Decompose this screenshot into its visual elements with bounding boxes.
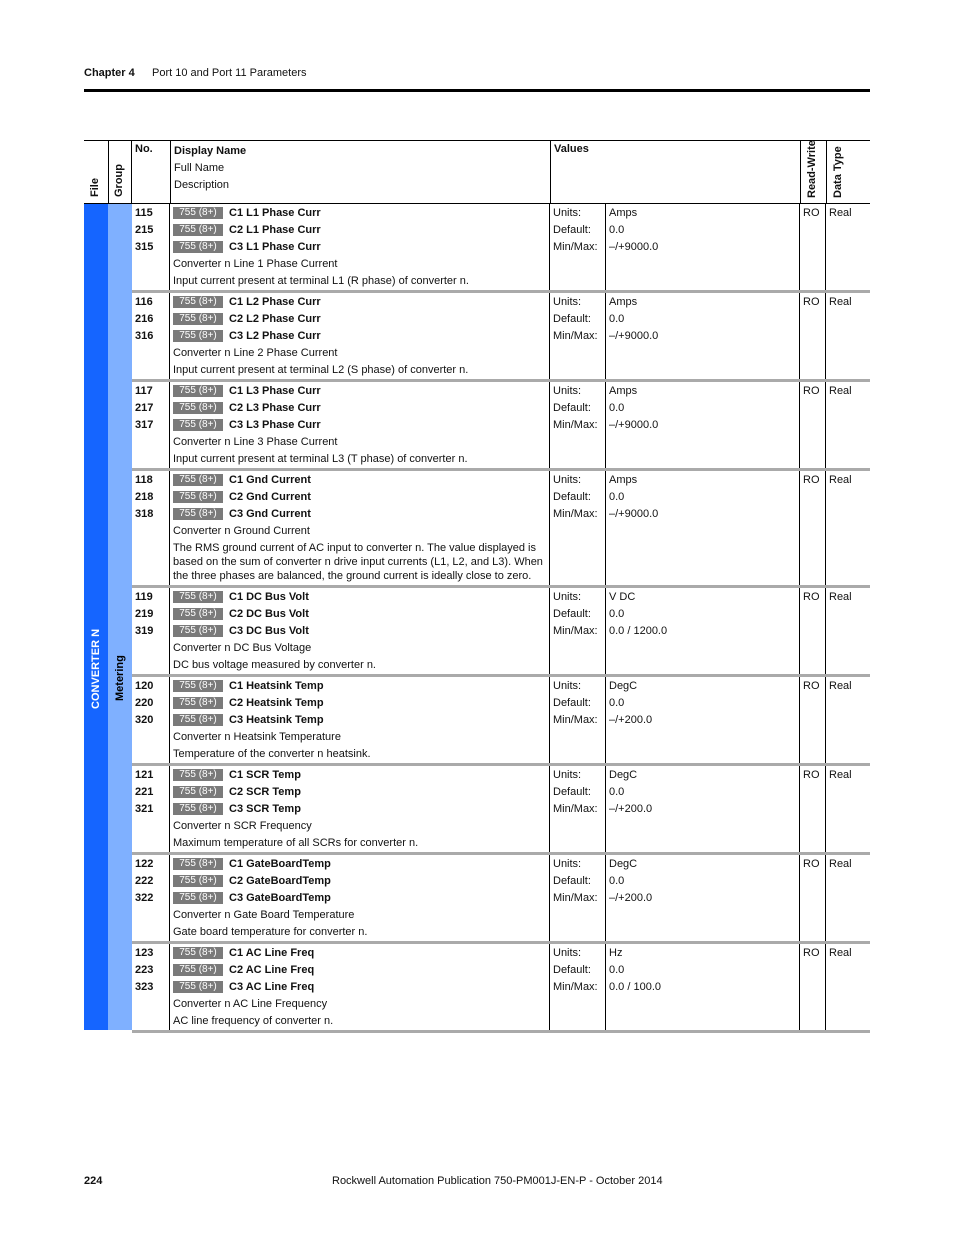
table-row bbox=[132, 855, 870, 944]
drive-tag: 755 (8+) bbox=[173, 858, 223, 870]
parameter-description: Input current present at terminal L1 (R phase) of converter n. bbox=[173, 275, 469, 287]
read-write-cell: RO bbox=[800, 766, 826, 852]
value-minmax: –/+200.0 bbox=[609, 714, 653, 726]
drive-tag: 755 (8+) bbox=[173, 786, 223, 798]
parameter-number: 117 bbox=[135, 385, 153, 397]
parameter-description: Gate board temperature for converter n. bbox=[173, 926, 368, 938]
parameter-description: AC line frequency of converter n. bbox=[173, 1015, 334, 1027]
value-values bbox=[606, 677, 800, 763]
parameter-number: 220 bbox=[135, 697, 154, 709]
value-units: DegC bbox=[609, 769, 638, 781]
value-label-units: Units: bbox=[553, 858, 582, 870]
table-row bbox=[132, 944, 870, 1033]
value-values bbox=[606, 293, 800, 379]
data-type-header bbox=[826, 141, 870, 203]
drive-tag: 755 (8+) bbox=[173, 224, 223, 236]
parameter-numbers bbox=[132, 204, 170, 290]
parameter-description: The RMS ground current of AC input to converter n. The value displayed is based on the sum of converter n drive input currents (L1, L2, and L3). When the three phases are balanced, the ground current is ideally close to zero. bbox=[173, 542, 543, 582]
read-write-cell: RO bbox=[800, 204, 826, 290]
parameter-name: C2 Gnd Current bbox=[229, 491, 311, 503]
display-name-cell bbox=[170, 588, 550, 674]
value-label-minmax: Min/Max: bbox=[553, 892, 598, 904]
value-label-default: Default: bbox=[553, 697, 591, 709]
parameter-name: C1 Gnd Current bbox=[229, 474, 311, 486]
value-units: V DC bbox=[609, 591, 636, 603]
drive-tag: 755 (8+) bbox=[173, 697, 223, 709]
value-label-default: Default: bbox=[553, 224, 591, 236]
group-header bbox=[108, 141, 132, 203]
parameter-number: 123 bbox=[135, 947, 154, 959]
parameter-name: C3 Gnd Current bbox=[229, 508, 311, 520]
data-type-cell: Real bbox=[829, 296, 852, 308]
table-body bbox=[84, 204, 870, 1030]
drive-tag: 755 (8+) bbox=[173, 964, 223, 976]
value-values bbox=[606, 944, 800, 1030]
parameter-name: C1 SCR Temp bbox=[229, 769, 301, 781]
parameter-full-name: Converter n Line 2 Phase Current bbox=[173, 347, 338, 359]
parameter-full-name: Converter n Heatsink Temperature bbox=[173, 731, 341, 743]
drive-tag: 755 (8+) bbox=[173, 591, 223, 603]
parameter-name: C1 L2 Phase Curr bbox=[229, 296, 321, 308]
value-minmax: –/+9000.0 bbox=[609, 241, 659, 253]
drive-tag: 755 (8+) bbox=[173, 714, 223, 726]
parameter-number: 221 bbox=[135, 786, 154, 798]
full-name-label: Full Name bbox=[174, 162, 225, 174]
value-values bbox=[606, 382, 800, 468]
value-default: 0.0 bbox=[609, 786, 625, 798]
parameter-number: 217 bbox=[135, 402, 154, 414]
parameter-name: C3 L3 Phase Curr bbox=[229, 419, 321, 431]
value-label-minmax: Min/Max: bbox=[553, 508, 598, 520]
file-header-label: File bbox=[89, 178, 101, 197]
drive-tag: 755 (8+) bbox=[173, 419, 223, 431]
value-label-minmax: Min/Max: bbox=[553, 981, 598, 993]
parameter-name: C3 DC Bus Volt bbox=[229, 625, 309, 637]
parameter-name: C2 AC Line Freq bbox=[229, 964, 315, 976]
drive-tag: 755 (8+) bbox=[173, 474, 223, 486]
parameter-name: C3 SCR Temp bbox=[229, 803, 301, 815]
value-label-minmax: Min/Max: bbox=[553, 714, 598, 726]
parameter-description: DC bus voltage measured by converter n. bbox=[173, 659, 376, 671]
header-rule bbox=[84, 89, 870, 92]
parameter-full-name: Converter n Gate Board Temperature bbox=[173, 909, 355, 921]
value-minmax: –/+200.0 bbox=[609, 892, 653, 904]
parameter-number: 317 bbox=[135, 419, 154, 431]
value-labels bbox=[550, 766, 606, 852]
value-label-units: Units: bbox=[553, 474, 582, 486]
drive-tag: 755 (8+) bbox=[173, 892, 223, 904]
parameter-number: 118 bbox=[135, 474, 153, 486]
drive-tag: 755 (8+) bbox=[173, 981, 223, 993]
value-default: 0.0 bbox=[609, 964, 625, 976]
value-units: Hz bbox=[609, 947, 623, 959]
value-minmax: –/+9000.0 bbox=[609, 330, 659, 342]
drive-tag: 755 (8+) bbox=[173, 402, 223, 414]
value-units: Amps bbox=[609, 385, 638, 397]
parameter-numbers bbox=[132, 944, 170, 1030]
drive-tag: 755 (8+) bbox=[173, 385, 223, 397]
parameter-full-name: Converter n Ground Current bbox=[173, 525, 310, 537]
parameter-description: Temperature of the converter n heatsink. bbox=[173, 748, 371, 760]
parameter-name: C3 GateBoardTemp bbox=[229, 892, 331, 904]
parameter-name: C2 DC Bus Volt bbox=[229, 608, 309, 620]
drive-tag: 755 (8+) bbox=[173, 769, 223, 781]
value-minmax: –/+9000.0 bbox=[609, 419, 659, 431]
chapter-title: Port 10 and Port 11 Parameters bbox=[152, 67, 307, 79]
parameter-name: C1 Heatsink Temp bbox=[229, 680, 324, 692]
data-type-cell: Real bbox=[829, 591, 852, 603]
parameter-numbers bbox=[132, 677, 170, 763]
value-label-default: Default: bbox=[553, 608, 591, 620]
value-label-default: Default: bbox=[553, 402, 591, 414]
display-name-cell bbox=[170, 293, 550, 379]
value-label-default: Default: bbox=[553, 491, 591, 503]
data-type-cell: Real bbox=[829, 769, 852, 781]
parameter-name: C1 L1 Phase Curr bbox=[229, 207, 321, 219]
parameter-name: C3 Heatsink Temp bbox=[229, 714, 324, 726]
display-name-cell bbox=[170, 766, 550, 852]
parameter-name: C1 DC Bus Volt bbox=[229, 591, 309, 603]
parameter-description: Input current present at terminal L3 (T phase) of converter n. bbox=[173, 453, 468, 465]
parameter-name: C1 L3 Phase Curr bbox=[229, 385, 321, 397]
parameter-number: 219 bbox=[135, 608, 154, 620]
value-label-units: Units: bbox=[553, 591, 582, 603]
table-row bbox=[132, 588, 870, 677]
display-name-header bbox=[174, 143, 246, 205]
value-units: Amps bbox=[609, 296, 638, 308]
value-minmax: 0.0 / 100.0 bbox=[609, 981, 661, 993]
parameter-numbers bbox=[132, 766, 170, 852]
value-default: 0.0 bbox=[609, 875, 625, 887]
value-label-units: Units: bbox=[553, 680, 582, 692]
parameter-name: C1 GateBoardTemp bbox=[229, 858, 331, 870]
parameter-numbers bbox=[132, 588, 170, 674]
value-label-default: Default: bbox=[553, 964, 591, 976]
value-default: 0.0 bbox=[609, 608, 625, 620]
data-type-label: Data Type bbox=[832, 146, 844, 198]
parameter-name: C2 GateBoardTemp bbox=[229, 875, 331, 887]
parameter-numbers bbox=[132, 293, 170, 379]
table-row bbox=[132, 766, 870, 855]
parameter-description: Input current present at terminal L2 (S phase) of converter n. bbox=[173, 364, 469, 376]
value-units: Amps bbox=[609, 474, 638, 486]
parameter-full-name: Converter n AC Line Frequency bbox=[173, 998, 328, 1010]
parameter-name: C2 Heatsink Temp bbox=[229, 697, 324, 709]
parameter-name: C3 L2 Phase Curr bbox=[229, 330, 321, 342]
no-header: No. bbox=[135, 143, 153, 155]
parameter-name: C1 AC Line Freq bbox=[229, 947, 315, 959]
parameter-full-name: Converter n Line 3 Phase Current bbox=[173, 436, 338, 448]
display-name-cell bbox=[170, 471, 550, 585]
page-number: 224 bbox=[84, 1175, 103, 1187]
parameter-numbers bbox=[132, 382, 170, 468]
display-name-cell bbox=[170, 204, 550, 290]
drive-tag: 755 (8+) bbox=[173, 803, 223, 815]
value-label-minmax: Min/Max: bbox=[553, 803, 598, 815]
value-label-minmax: Min/Max: bbox=[553, 330, 598, 342]
value-default: 0.0 bbox=[609, 402, 625, 414]
drive-tag: 755 (8+) bbox=[173, 207, 223, 219]
parameter-full-name: Converter n Line 1 Phase Current bbox=[173, 258, 338, 270]
display-name-cell bbox=[170, 855, 550, 941]
parameter-name: C2 SCR Temp bbox=[229, 786, 301, 798]
parameter-number: 215 bbox=[135, 224, 154, 236]
drive-tag: 755 (8+) bbox=[173, 296, 223, 308]
data-type-cell: Real bbox=[829, 474, 852, 486]
value-minmax: –/+200.0 bbox=[609, 803, 653, 815]
value-label-minmax: Min/Max: bbox=[553, 419, 598, 431]
publication-info: Rockwell Automation Publication 750-PM001J-EN-P - October 2014 bbox=[332, 1175, 663, 1187]
value-default: 0.0 bbox=[609, 313, 625, 325]
parameter-number: 316 bbox=[135, 330, 154, 342]
parameter-full-name: Converter n DC Bus Voltage bbox=[173, 642, 312, 654]
value-label-default: Default: bbox=[553, 786, 591, 798]
value-units: DegC bbox=[609, 680, 638, 692]
value-labels bbox=[550, 471, 606, 585]
read-write-label: Read-Write bbox=[806, 140, 818, 198]
value-labels bbox=[550, 588, 606, 674]
value-labels bbox=[550, 855, 606, 941]
display-name-cell bbox=[170, 677, 550, 763]
parameter-number: 222 bbox=[135, 875, 154, 887]
parameter-number: 119 bbox=[135, 591, 153, 603]
drive-tag: 755 (8+) bbox=[173, 491, 223, 503]
parameter-name: C3 AC Line Freq bbox=[229, 981, 315, 993]
drive-tag: 755 (8+) bbox=[173, 313, 223, 325]
parameter-name: C2 L2 Phase Curr bbox=[229, 313, 321, 325]
value-values bbox=[606, 588, 800, 674]
file-header bbox=[84, 141, 108, 203]
read-write-cell: RO bbox=[800, 293, 826, 379]
table-row bbox=[132, 293, 870, 382]
parameter-full-name: Converter n SCR Frequency bbox=[173, 820, 312, 832]
file-band-label: CONVERTER N bbox=[90, 628, 102, 709]
value-default: 0.0 bbox=[609, 697, 625, 709]
value-values bbox=[606, 766, 800, 852]
parameter-number: 318 bbox=[135, 508, 154, 520]
data-type-cell: Real bbox=[829, 207, 852, 219]
read-write-cell: RO bbox=[800, 471, 826, 585]
description-label: Description bbox=[174, 179, 230, 191]
value-default: 0.0 bbox=[609, 224, 625, 236]
parameter-numbers bbox=[132, 471, 170, 585]
drive-tag: 755 (8+) bbox=[173, 947, 223, 959]
display-name-cell bbox=[170, 382, 550, 468]
file-band bbox=[84, 204, 108, 1030]
value-minmax: –/+9000.0 bbox=[609, 508, 659, 520]
parameter-description: Maximum temperature of all SCRs for converter n. bbox=[173, 837, 419, 849]
parameter-name: C3 L1 Phase Curr bbox=[229, 241, 321, 253]
parameter-number: 218 bbox=[135, 491, 154, 503]
parameter-number: 322 bbox=[135, 892, 154, 904]
drive-tag: 755 (8+) bbox=[173, 875, 223, 887]
read-write-header bbox=[800, 141, 826, 203]
parameter-numbers bbox=[132, 855, 170, 941]
parameter-name: C2 L1 Phase Curr bbox=[229, 224, 321, 236]
value-minmax: 0.0 / 1200.0 bbox=[609, 625, 668, 637]
group-band-label: Metering bbox=[114, 655, 126, 701]
value-label-units: Units: bbox=[553, 769, 582, 781]
value-label-units: Units: bbox=[553, 385, 582, 397]
parameter-number: 121 bbox=[135, 769, 154, 781]
table-row bbox=[132, 471, 870, 588]
data-type-cell: Real bbox=[829, 680, 852, 692]
read-write-cell: RO bbox=[800, 588, 826, 674]
parameter-number: 120 bbox=[135, 680, 154, 692]
data-type-cell: Real bbox=[829, 385, 852, 397]
value-default: 0.0 bbox=[609, 491, 625, 503]
parameter-number: 319 bbox=[135, 625, 154, 637]
parameter-table bbox=[84, 140, 870, 1030]
parameter-number: 216 bbox=[135, 313, 154, 325]
drive-tag: 755 (8+) bbox=[173, 625, 223, 637]
group-band bbox=[108, 204, 132, 1030]
parameter-name: C2 L3 Phase Curr bbox=[229, 402, 321, 414]
parameter-number: 223 bbox=[135, 964, 154, 976]
drive-tag: 755 (8+) bbox=[173, 330, 223, 342]
value-units: Amps bbox=[609, 207, 638, 219]
value-values bbox=[606, 204, 800, 290]
value-label-minmax: Min/Max: bbox=[553, 625, 598, 637]
value-labels bbox=[550, 677, 606, 763]
value-labels bbox=[550, 293, 606, 379]
value-label-units: Units: bbox=[553, 207, 582, 219]
parameter-number: 122 bbox=[135, 858, 154, 870]
parameter-number: 323 bbox=[135, 981, 154, 993]
value-labels bbox=[550, 204, 606, 290]
display-name-label: Display Name bbox=[174, 145, 247, 157]
table-row bbox=[132, 677, 870, 766]
display-name-cell bbox=[170, 944, 550, 1030]
parameter-number: 115 bbox=[135, 207, 153, 219]
drive-tag: 755 (8+) bbox=[173, 508, 223, 520]
parameter-number: 320 bbox=[135, 714, 154, 726]
value-label-default: Default: bbox=[553, 313, 591, 325]
table-header bbox=[84, 140, 870, 204]
value-label-units: Units: bbox=[553, 296, 582, 308]
value-label-units: Units: bbox=[553, 947, 582, 959]
drive-tag: 755 (8+) bbox=[173, 241, 223, 253]
parameter-number: 321 bbox=[135, 803, 154, 815]
value-values bbox=[606, 855, 800, 941]
read-write-cell: RO bbox=[800, 677, 826, 763]
value-labels bbox=[550, 382, 606, 468]
table-row bbox=[132, 382, 870, 471]
parameter-number: 315 bbox=[135, 241, 154, 253]
drive-tag: 755 (8+) bbox=[173, 680, 223, 692]
value-labels bbox=[550, 944, 606, 1030]
chapter-label: Chapter 4 bbox=[84, 67, 135, 79]
parameter-number: 116 bbox=[135, 296, 153, 308]
drive-tag: 755 (8+) bbox=[173, 608, 223, 620]
value-units: DegC bbox=[609, 858, 638, 870]
read-write-cell: RO bbox=[800, 382, 826, 468]
read-write-cell: RO bbox=[800, 855, 826, 941]
table-row bbox=[132, 204, 870, 293]
values-header: Values bbox=[554, 143, 589, 155]
group-header-label: Group bbox=[113, 164, 125, 197]
value-label-default: Default: bbox=[553, 875, 591, 887]
value-label-minmax: Min/Max: bbox=[553, 241, 598, 253]
value-values bbox=[606, 471, 800, 585]
data-type-cell: Real bbox=[829, 858, 852, 870]
data-type-cell: Real bbox=[829, 947, 852, 959]
read-write-cell: RO bbox=[800, 944, 826, 1030]
